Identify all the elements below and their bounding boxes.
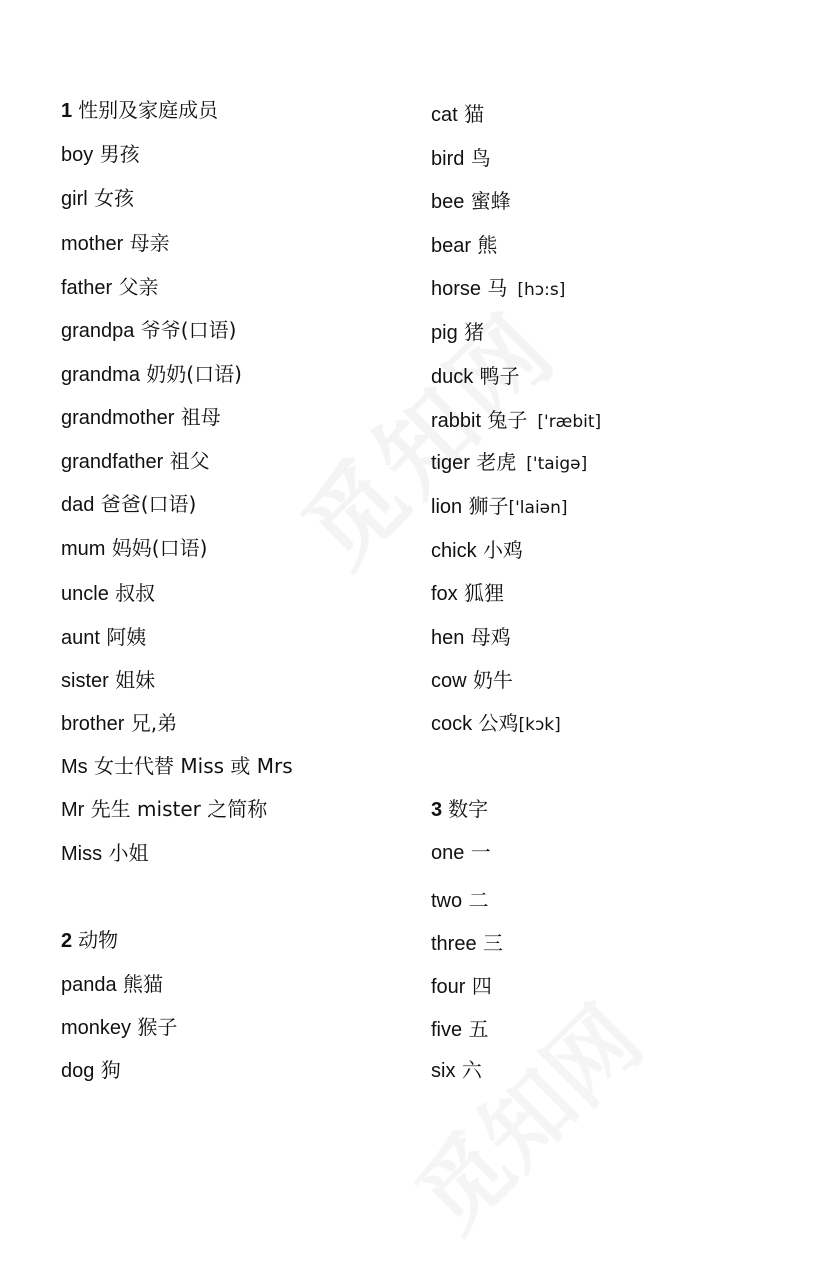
vocab-entry bbox=[431, 100, 484, 129]
english-word: duck bbox=[431, 366, 474, 388]
english-word: boy bbox=[61, 144, 94, 166]
vocab-entry bbox=[431, 144, 491, 173]
chinese-meaning: 二 bbox=[468, 888, 489, 912]
chinese-meaning: 小鸡 bbox=[482, 538, 523, 562]
vocab-entry bbox=[61, 403, 221, 432]
vocab-entry bbox=[61, 1056, 121, 1085]
vocab-entry bbox=[431, 1015, 488, 1044]
vocab-entry bbox=[61, 839, 148, 868]
english-word: tiger bbox=[431, 452, 470, 474]
chinese-meaning: 狐狸 bbox=[464, 581, 505, 605]
english-word: cow bbox=[431, 670, 467, 692]
chinese-meaning: 女士代替 Miss 或 Mrs bbox=[94, 754, 293, 778]
english-word: one bbox=[431, 842, 465, 864]
english-word: girl bbox=[61, 188, 88, 210]
vocab-entry bbox=[431, 536, 523, 565]
vocab-entry bbox=[431, 406, 601, 436]
english-word: Mr bbox=[61, 799, 85, 821]
chinese-meaning: 老虎 bbox=[476, 450, 517, 474]
chinese-meaning: 爷爷(口语) bbox=[140, 318, 237, 342]
chinese-meaning: 马 bbox=[487, 276, 508, 300]
english-word: grandpa bbox=[61, 320, 135, 342]
section-number: 3 bbox=[431, 799, 443, 821]
vocab-entry bbox=[431, 448, 587, 478]
section-title: 数字 bbox=[448, 797, 489, 821]
english-word: Ms bbox=[61, 756, 88, 778]
english-word: hen bbox=[431, 627, 465, 649]
vocab-entry bbox=[61, 140, 140, 169]
chinese-meaning: 阿姨 bbox=[106, 625, 147, 649]
english-word: mother bbox=[61, 233, 124, 255]
chinese-meaning: 先生 mister 之简称 bbox=[90, 797, 268, 821]
vocab-entry bbox=[431, 709, 561, 739]
vocab-entry bbox=[61, 360, 242, 389]
english-word: two bbox=[431, 890, 463, 912]
chinese-meaning: 五 bbox=[468, 1017, 489, 1041]
chinese-meaning: 鸟 bbox=[470, 146, 491, 170]
vocab-entry bbox=[61, 534, 207, 563]
vocab-entry bbox=[61, 709, 177, 738]
chinese-meaning: 母亲 bbox=[129, 231, 170, 255]
english-word: horse bbox=[431, 278, 482, 300]
english-word: bird bbox=[431, 148, 465, 170]
phonetic-transcription: ['ræbit] bbox=[537, 412, 602, 432]
chinese-meaning: 熊猫 bbox=[122, 972, 163, 996]
english-word: lion bbox=[431, 496, 463, 518]
english-word: bear bbox=[431, 235, 472, 257]
english-word: fox bbox=[431, 583, 458, 605]
vocab-entry bbox=[61, 229, 170, 258]
section-heading bbox=[61, 926, 118, 955]
section-number: 2 bbox=[61, 930, 73, 952]
vocab-entry bbox=[431, 666, 513, 695]
vocab-entry bbox=[61, 1013, 177, 1042]
vocab-entry bbox=[61, 795, 267, 824]
english-word: Miss bbox=[61, 843, 103, 865]
section-title: 动物 bbox=[78, 928, 119, 952]
vocab-entry bbox=[431, 231, 497, 260]
english-word: dad bbox=[61, 494, 95, 516]
chinese-meaning: 祖母 bbox=[180, 405, 221, 429]
section-heading bbox=[61, 96, 218, 125]
vocab-entry bbox=[61, 447, 210, 476]
chinese-meaning: 四 bbox=[471, 974, 492, 998]
chinese-meaning: 父亲 bbox=[118, 275, 159, 299]
vocab-entry bbox=[431, 362, 520, 391]
chinese-meaning: 三 bbox=[482, 931, 503, 955]
section-title: 性别及家庭成员 bbox=[78, 98, 219, 122]
chinese-meaning: 女孩 bbox=[94, 186, 135, 210]
english-word: monkey bbox=[61, 1017, 132, 1039]
vocab-entry bbox=[431, 492, 568, 522]
vocab-entry bbox=[61, 752, 293, 781]
chinese-meaning: 狗 bbox=[100, 1058, 121, 1082]
chinese-meaning: 猫 bbox=[464, 102, 485, 126]
chinese-meaning: 奶奶(口语) bbox=[146, 362, 242, 386]
chinese-meaning: 兄,弟 bbox=[130, 711, 178, 735]
watermark bbox=[239, 249, 621, 631]
chinese-meaning: 兔子 bbox=[487, 408, 528, 432]
english-word: cat bbox=[431, 104, 458, 126]
english-word: father bbox=[61, 277, 113, 299]
chinese-meaning: 公鸡 bbox=[478, 711, 519, 735]
chinese-meaning: 六 bbox=[461, 1058, 482, 1082]
chinese-meaning: 爸爸(口语) bbox=[100, 492, 197, 516]
english-word: grandma bbox=[61, 364, 140, 386]
english-word: aunt bbox=[61, 627, 100, 649]
vocab-entry bbox=[61, 273, 159, 302]
vocab-entry bbox=[431, 929, 503, 958]
phonetic-transcription: ['laiən] bbox=[508, 498, 568, 518]
chinese-meaning: 一 bbox=[470, 840, 491, 864]
english-word: grandfather bbox=[61, 451, 164, 473]
vocab-entry bbox=[61, 490, 196, 519]
english-word: uncle bbox=[61, 583, 109, 605]
chinese-meaning: 蜜蜂 bbox=[470, 189, 511, 213]
vocab-entry bbox=[431, 318, 484, 347]
english-word: bee bbox=[431, 191, 465, 213]
english-word: grandmother bbox=[61, 407, 175, 429]
vocab-entry bbox=[431, 886, 488, 915]
chinese-meaning: 妈妈(口语) bbox=[111, 536, 208, 560]
vocab-entry bbox=[431, 274, 565, 304]
vocab-entry bbox=[431, 1056, 482, 1085]
chinese-meaning: 祖父 bbox=[169, 449, 210, 473]
english-word: brother bbox=[61, 713, 125, 735]
english-word: panda bbox=[61, 974, 117, 996]
chinese-meaning: 狮子 bbox=[468, 494, 509, 518]
english-word: rabbit bbox=[431, 410, 482, 432]
chinese-meaning: 叔叔 bbox=[115, 581, 156, 605]
phonetic-transcription: [hɔ:s] bbox=[517, 280, 566, 300]
vocab-entry bbox=[61, 970, 163, 999]
chinese-meaning: 小姐 bbox=[108, 841, 149, 865]
vocab-entry bbox=[61, 579, 155, 608]
english-word: five bbox=[431, 1019, 463, 1041]
chinese-meaning: 猴子 bbox=[137, 1015, 178, 1039]
english-word: four bbox=[431, 976, 466, 998]
chinese-meaning: 男孩 bbox=[99, 142, 140, 166]
section-heading bbox=[431, 795, 488, 824]
english-word: cock bbox=[431, 713, 473, 735]
vocab-entry bbox=[431, 838, 491, 867]
english-word: mum bbox=[61, 538, 106, 560]
chinese-meaning: 熊 bbox=[477, 233, 498, 257]
vocab-entry bbox=[61, 666, 155, 695]
vocab-entry bbox=[61, 623, 146, 652]
english-word: six bbox=[431, 1060, 456, 1082]
english-word: dog bbox=[61, 1060, 95, 1082]
vocab-entry bbox=[431, 579, 504, 608]
vocab-entry bbox=[431, 972, 492, 1001]
chinese-meaning: 母鸡 bbox=[470, 625, 511, 649]
phonetic-transcription: [kɔk] bbox=[518, 715, 561, 735]
section-number: 1 bbox=[61, 100, 73, 122]
english-word: sister bbox=[61, 670, 109, 692]
chinese-meaning: 姐妹 bbox=[115, 668, 156, 692]
vocab-entry bbox=[61, 316, 236, 345]
vocab-entry bbox=[431, 623, 511, 652]
watermark-bottom bbox=[382, 972, 679, 1269]
vocab-entry bbox=[431, 187, 511, 216]
chinese-meaning: 猪 bbox=[464, 320, 485, 344]
english-word: pig bbox=[431, 322, 458, 344]
chinese-meaning: 鸭子 bbox=[479, 364, 520, 388]
english-word: chick bbox=[431, 540, 477, 562]
vocab-entry bbox=[61, 184, 134, 213]
phonetic-transcription: ['taigə] bbox=[526, 454, 588, 474]
chinese-meaning: 奶牛 bbox=[472, 668, 513, 692]
english-word: three bbox=[431, 933, 477, 955]
